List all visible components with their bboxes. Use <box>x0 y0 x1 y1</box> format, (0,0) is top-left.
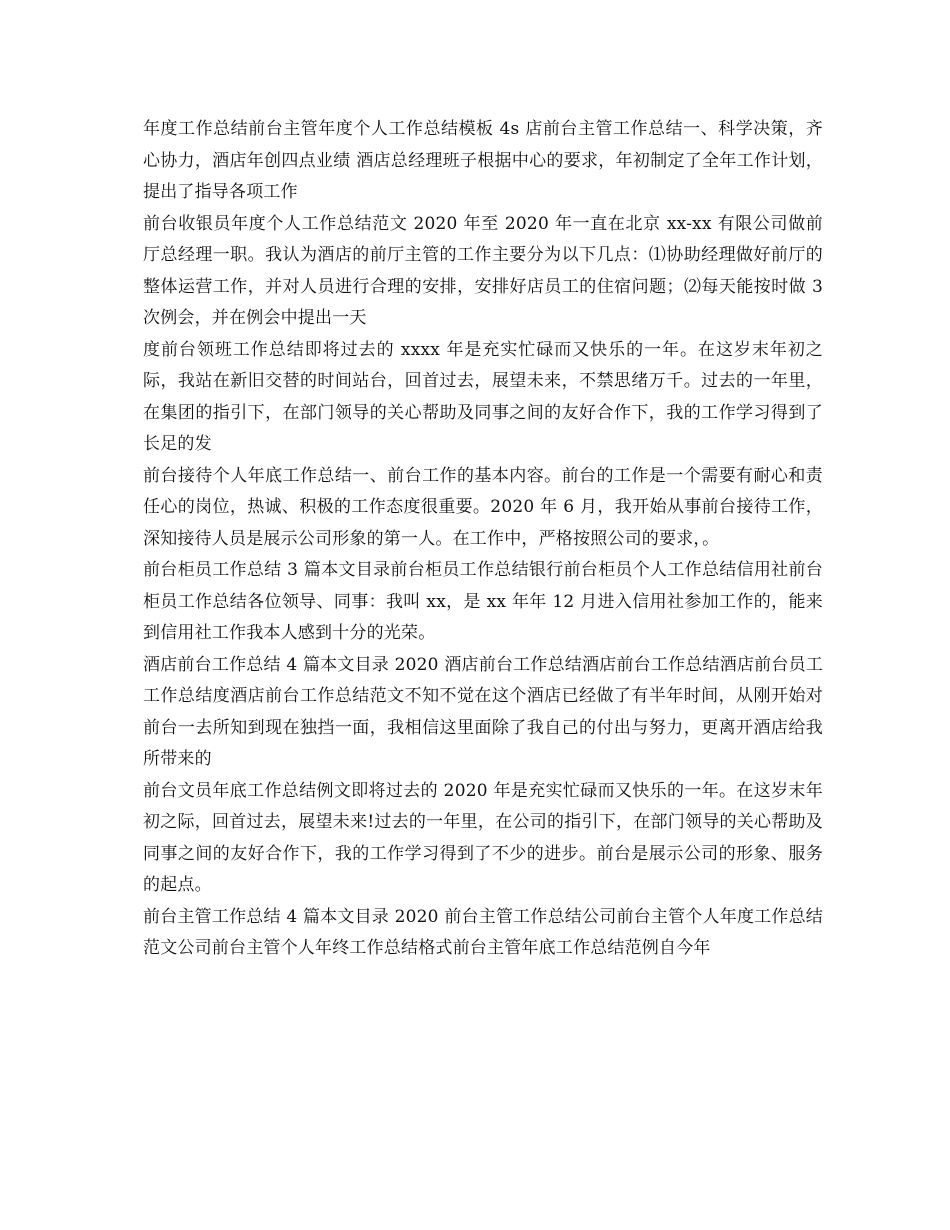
paragraph-7: 前台文员年底工作总结例文即将过去的 2020 年是充实忙碌而又快乐的一年。在这岁末年初之际，回首过去，展望未来!过去的一年里，在公司的指引下，在部门领导的关心帮助及同事之间的友好合作下，我的工作学习得到了不少的进步。前台是展示公司的形象、服务的起点。 <box>143 780 823 895</box>
paragraph-4: 前台接待个人年底工作总结一、前台工作的基本内容。前台的工作是一个需要有耐心和责任心的岗位，热诚、积极的工作态度很重要。2020 年 6 月，我开始从事前台接待工作，深知接待人员是展示公司形象的第一人。在工作中，严格按照公司的要求，。 <box>143 465 823 549</box>
paragraph-6: 酒店前台工作总结 4 篇本文目录 2020 酒店前台工作总结酒店前台工作总结酒店前台员工工作总结度酒店前台工作总结范文不知不觉在这个酒店已经做了有半年时间，从刚开始对前台一去所知到现在独挡一面，我相信这里面除了我自己的付出与努力，更离开酒店给我所带来的 <box>143 654 823 769</box>
paragraph-1: 年度工作总结前台主管年度个人工作总结模板 4s 店前台主管工作总结一、科学决策，齐心协力，酒店年创四点业绩 酒店总经理班子根据中心的要求，年初制定了全年工作计划，提出了指导各项工作 <box>143 119 823 202</box>
paragraph-5: 前台柜员工作总结 3 篇本文目录前台柜员工作总结银行前台柜员个人工作总结信用社前台柜员工作总结各位领导、同事：我叫 xx，是 xx 年年 12 月进入信用社参加工作的，能来到信用社工作我本人感到十分的光荣。 <box>143 560 823 643</box>
paragraph-8: 前台主管工作总结 4 篇本文目录 2020 前台主管工作总结公司前台主管个人年度工作总结范文公司前台主管个人年终工作总结格式前台主管年底工作总结范例自今年 <box>143 906 823 958</box>
paragraph-2: 前台收银员年度个人工作总结范文 2020 年至 2020 年一直在北京 xx-xx 有限公司做前厅总经理一职。我认为酒店的前厅主管的工作主要分为以下几点：⑴协助经理做好前厅的整体运营工作，并对人员进行合理的安排，安排好店员工的住宿问题；⑵每天能按时做 3 次例会，并在例会中提出一天 <box>143 213 823 328</box>
paragraph-3: 度前台领班工作总结即将过去的 xxxx 年是充实忙碌而又快乐的一年。在这岁末年初之际，我站在新旧交替的时间站台，回首过去，展望未来，不禁思绪万千。过去的一年里，在集团的指引下，在部门领导的关心帮助及同事之间的友好合作下，我的工作学习得到了长足的发 <box>143 339 823 454</box>
document-body <box>143 114 823 965</box>
